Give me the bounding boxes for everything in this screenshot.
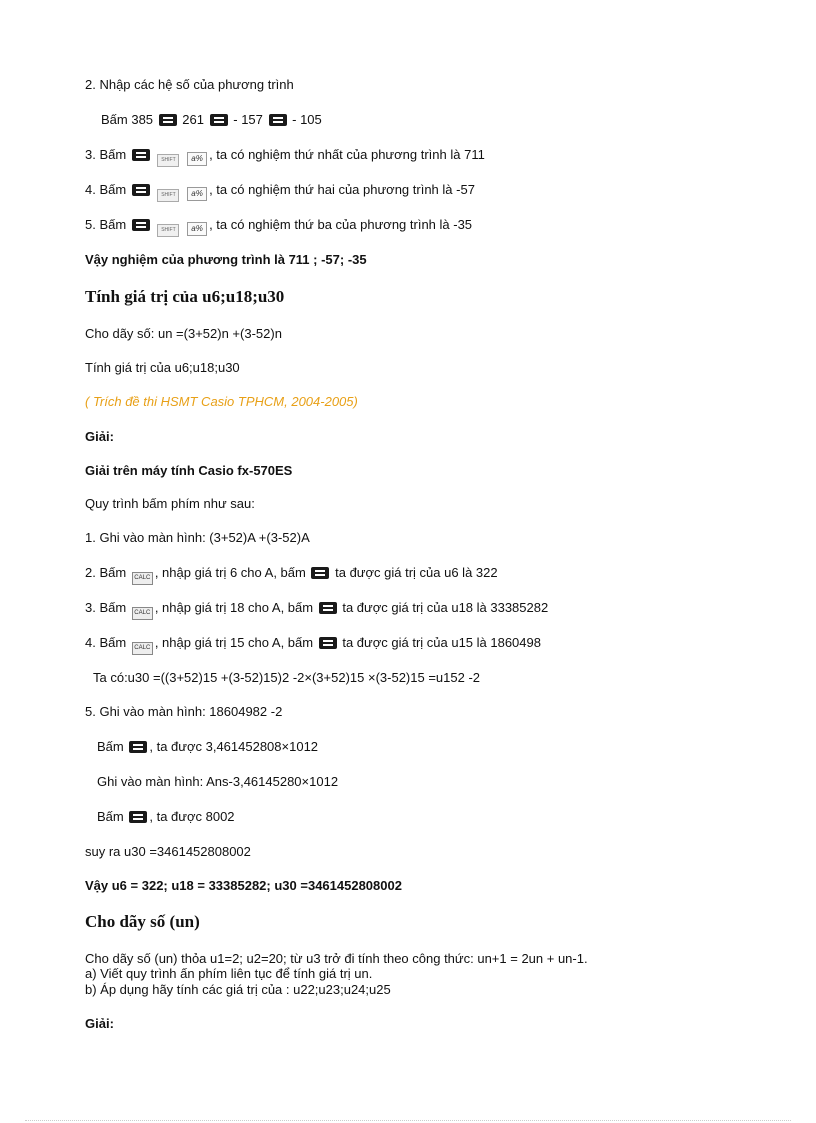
text: , ta có nghiệm thứ hai của phương trình là -57 xyxy=(209,182,475,197)
text: ta được giá trị của u6 là 322 xyxy=(335,565,498,580)
step-5-third-root xyxy=(85,217,472,237)
text: , ta có nghiệm thứ ba của phương trình là -35 xyxy=(209,217,473,232)
recurrence-statement: Cho dãy số (un) thỏa u1=2; u2=20; từ u3 trở đi tính theo công thức: un+1 = 2un + un-1. xyxy=(85,951,588,966)
step-2-enter-coefficients: 2. Nhập các hệ số của phương trình xyxy=(85,77,294,92)
text: , nhập giá trị 15 cho A, bấm xyxy=(154,635,314,650)
calculator-model-heading: Giải trên máy tính Casio fx-570ES xyxy=(85,463,293,478)
final-conclusion: Vậy u6 = 322; u18 = 33385282; u30 =3461452808002 xyxy=(85,878,402,893)
text: , nhập giá trị 6 cho A, bấm xyxy=(154,565,306,580)
text: 4. Bấm xyxy=(85,182,127,197)
text: 4. Bấm xyxy=(85,635,127,650)
shift-key-icon: SHIFT xyxy=(157,189,179,202)
text: 3. Bấm xyxy=(85,147,127,162)
task-a: a) Viết quy trình ấn phím liên tục để tính giá trị un. xyxy=(85,966,373,981)
equals-key-icon xyxy=(132,219,150,231)
text: Bấm xyxy=(97,739,124,754)
step-3-first-root xyxy=(85,147,485,167)
step-5-enter-square: 5. Ghi vào màn hình: 18604982 -2 xyxy=(85,704,283,719)
text: 3. Bấm xyxy=(85,600,127,615)
text: Bấm xyxy=(97,809,124,824)
shift-key-icon: SHIFT xyxy=(157,154,179,167)
equals-key-icon xyxy=(269,114,287,126)
step-4-second-root xyxy=(85,182,475,202)
equals-key-icon xyxy=(129,811,147,823)
calc-key-icon: CALC xyxy=(132,607,153,620)
solution-label: Giải: xyxy=(85,429,114,444)
equals-key-icon xyxy=(319,602,337,614)
fraction-key-icon: a% xyxy=(187,187,207,201)
text: - 105 xyxy=(292,112,322,127)
section-heading-sequence-un: Cho dãy số (un) xyxy=(85,912,200,931)
text: ta được giá trị của u18 là 33385282 xyxy=(342,600,549,615)
text: , ta được 8002 xyxy=(149,809,235,824)
shift-key-icon: SHIFT xyxy=(157,224,179,237)
press-equals-result-1 xyxy=(97,739,318,755)
step-4-calc-u15 xyxy=(85,635,541,655)
press-equals-result-2 xyxy=(97,809,235,825)
key-sequence-coefficients xyxy=(101,112,322,128)
source-citation: ( Trích đề thi HSMT Casio TPHCM, 2004-2005) xyxy=(85,394,358,409)
text: , ta có nghiệm thứ nhất của phương trình là 711 xyxy=(209,147,485,162)
text: 5. Bấm xyxy=(85,217,127,232)
text: , ta được 3,461452808×1012 xyxy=(149,739,319,754)
task-b: b) Áp dụng hãy tính các giá trị của : u22;u23;u24;u25 xyxy=(85,982,391,997)
text: , nhập giá trị 18 cho A, bấm xyxy=(154,600,314,615)
equals-key-icon xyxy=(210,114,228,126)
text: ta được giá trị của u15 là 1860498 xyxy=(342,635,541,650)
u30-identity: Ta có:u30 =((3+52)15 +(3-52)15)2 -2×(3+52)15 ×(3-52)15 =u152 -2 xyxy=(93,670,481,685)
equals-key-icon xyxy=(159,114,177,126)
step-1-enter-expression: 1. Ghi vào màn hình: (3+52)A +(3-52)A xyxy=(85,530,310,545)
text: - 157 xyxy=(233,112,263,127)
equals-key-icon xyxy=(319,637,337,649)
section-heading-u6-u18-u30: Tính giá trị của u6;u18;u30 xyxy=(85,287,285,306)
fraction-key-icon: a% xyxy=(187,152,207,166)
roots-conclusion: Vậy nghiệm của phương trình là 711 ; -57; -35 xyxy=(85,252,367,267)
text: 2. Bấm xyxy=(85,565,127,580)
solution-label-2: Giải: xyxy=(85,1016,114,1031)
step-3-calc-u18 xyxy=(85,600,548,620)
equals-key-icon xyxy=(129,741,147,753)
text: Bấm 385 xyxy=(101,112,154,127)
page-bottom-divider xyxy=(25,1120,791,1121)
sequence-definition: Cho dãy số: un =(3+52)n +(3-52)n xyxy=(85,326,282,341)
text: 261 xyxy=(182,112,204,127)
equals-key-icon xyxy=(132,184,150,196)
enter-ans-expression: Ghi vào màn hình: Ans-3,46145280×1012 xyxy=(97,774,339,789)
calc-key-icon: CALC xyxy=(132,572,153,585)
procedure-intro: Quy trình bấm phím như sau: xyxy=(85,496,255,511)
fraction-key-icon: a% xyxy=(187,222,207,236)
calc-key-icon: CALC xyxy=(132,642,153,655)
u30-result: suy ra u30 =3461452808002 xyxy=(85,844,251,859)
equals-key-icon xyxy=(311,567,329,579)
problem-statement: Tính giá trị của u6;u18;u30 xyxy=(85,360,240,375)
step-2-calc-u6 xyxy=(85,565,498,585)
equals-key-icon xyxy=(132,149,150,161)
